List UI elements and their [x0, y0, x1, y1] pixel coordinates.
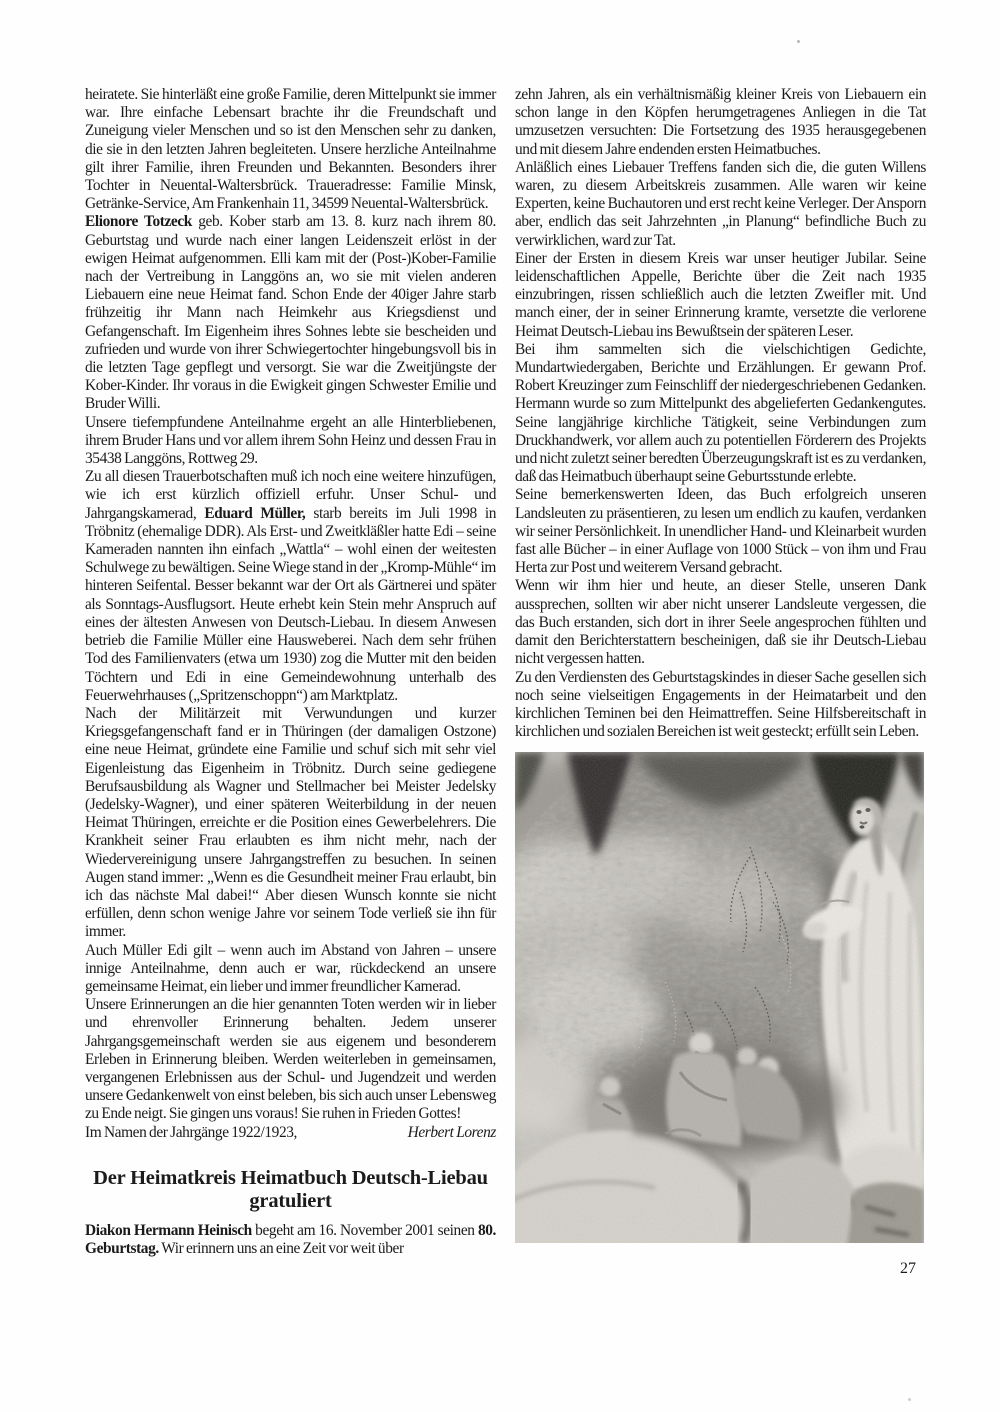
- text-run: Unsere Erinnerungen an die hier genannten Toten werden wir in lieber und ehrenvoller Erinnerung behalten. Jedem unserer Jahrgangsgemeinschaft werden sie aus eigenem und besonderem Erleben in Erinnerung bleiben. Werden weiterleben in gemeinsamen, vergangenen Erlebnissen aus der Schul- und Jugendzeit und werden unsere Gedankenwelt von einst beleben, bis sich auch unser Lebensweg zu Ende neigt. Sie gingen uns voraus! Sie ruhen in Frieden Gottes!: [85, 996, 496, 1123]
- paragraph: [515, 250, 926, 341]
- heading-line-2: gratuliert: [249, 1189, 332, 1212]
- text-run: Wir erinnern uns an eine Zeit vor weit über: [158, 1239, 404, 1257]
- text-run: geb. Kober starb am 13. 8. kurz nach ihrem 80. Geburtstag und wurde nach einer langen Leidenszeit erlöst in der ewigen Heimat aufgenommen. Elli kam mit der (Post-)Kober-Familie nach der Vertreibung in Langgöns an, wo sie mit vielen anderen Liebauern eine neue Heimat fand. Schon Ende der 40iger Jahre starb frühzeitig ihr Mann nach Heimkehr aus Kriegsdienst und Gefangenschaft. Im Eigenheim ihres Sohnes lebte sie bescheiden und zufrieden und wurde von ihrer Schwiegertochter hingebungsvoll bis in die letzten Tage gepflegt und versorgt. Sie war die Zweitjüngste der Kober-Kinder. Ihr voraus in die Ewigkeit gingen Schwester Emilie und Bruder Willi.: [85, 213, 497, 413]
- paragraph: [85, 942, 496, 997]
- paragraph: [85, 468, 496, 705]
- signature-author: Herbert Lorenz: [407, 1123, 496, 1141]
- text-run: begeht am 16. November 2001 seinen: [251, 1221, 478, 1239]
- text-run: zehn Jahren, als ein verhältnismäßig kleiner Kreis von Liebauern ein schon lange in den Köpfen herumgetragenes Anliegen in die Tat umzusetzen versuchten: Die Fortsetzung des 1935 herausgegebenen und mit diesem Jahre endenden ersten Heimatbuches.: [515, 86, 926, 158]
- text-run: 80. Geburtstag.: [85, 1221, 496, 1257]
- text-run: starb bereits im Juli 1998 in Tröbnitz (ehemalige DDR). Als Erst- und Zweitkläßler hatte Edi – seine Kameraden nannten ihn einfach „Wattla“ – wohl einen der weitesten Schulwege zu bewältigen. Seine Wiege stand in der „Kromp-Mühle“ im hinteren Seifental. Besser bekannt war der Ort als Gärtnerei und später als Sonntags-Ausflugsort. Heute erhebt kein Stein mehr Anspruch auf eines der ältesten Anwesen von Deutsch-Liebau. In diesem Anwesen betrieb die Familie Müller eine Hausweberei. Nach dem sehr frühen Tod des Familienvaters (etwa um 1930) zog die Mutter mit den beiden Töchtern und Edi in eine Gemeindewohnung unterhalb des Feuerwehrhauses („Spritzenschoppn“) am Marktplatz.: [85, 504, 496, 704]
- text-run: Anläßlich eines Liebauer Treffens fanden sich die, die guten Willens waren, zu diesem Arbeitskreis zusammen. Alle waren wir keine Experten, keine Buchautoren und erst recht keine Verleger. Der Ansporn aber, endlich das seit Jahrzehnten „in Planung“ befindliche Buch zu verwirklichen, ward zur Tat.: [515, 158, 926, 249]
- paragraph: [515, 341, 926, 487]
- left-column: [85, 86, 496, 1258]
- text-run: Unsere tiefempfundene Anteilnahme ergeht an alle Hinterbliebenen, ihrem Bruder Hans und vor allem ihrem Sohn Heinz und dessen Frau in 35438 Langgöns, Rottweg 29.: [85, 413, 496, 468]
- paragraph: [515, 86, 926, 159]
- paragraph: [515, 486, 926, 577]
- text-run: Seine bemerkenswerten Ideen, das Buch erfolgreich unseren Landsleuten zu präsentieren, zu lesen um endlich zu kaufen, verdanken wir seiner Persönlichkeit. In unendlicher Hand- und Kleinarbeit wurden fast alle Bücher – in einer Auflage von 1000 Stück – von ihm und Frau Herta zur Post und weiterem Versand gebracht.: [515, 486, 926, 577]
- text-run: Diakon Hermann Heinisch: [85, 1221, 252, 1239]
- text-run: Nach der Militärzeit mit Verwundungen und kurzer Kriegsgefangenschaft fand er in Thüringen (der damaligen Ostzone) eine neue Heimat, gründete eine Familie und schuf sich mit sehr viel Eigenleistung das Eigenheim in Tröbnitz. Durch seine gediegene Berufsausbildung als Wagner und Stellmacher bei Meister Jedelsky (Jedelsky-Wagner), und einer späteren Weiterbildung in der neuen Heimat Thüringen, erreichte er die Position eines Gewerbelehrers. Die Krankheit seiner Frau erlaubten es ihm nicht mehr, nach der Wiedervereinigung unsere Jahrgangstreffen zu besuchen. In seinen Augen stand immer: „Wenn es die Gesundheit meiner Frau erlaubt, bin ich das nächste Mal dabei!“ Aber diesen Wunsch konnte sie nicht erfüllen, denn schon wenige Jahre vor seinem Tode verließ sie ihn für immer.: [85, 704, 496, 941]
- gethsemane-photo: [515, 752, 924, 1243]
- paragraph: [515, 577, 926, 668]
- paragraph: [85, 1222, 496, 1258]
- jubilee-article-start: [85, 1222, 496, 1258]
- paragraph: [515, 669, 926, 742]
- scan-artifact: [908, 1398, 911, 1401]
- jubilee-article-continued: [515, 86, 926, 741]
- paragraph: [85, 705, 496, 942]
- signature-line: [85, 1124, 496, 1142]
- text-run: Zu all diesen Trauerbotschaften muß ich noch eine weitere hinzufügen, wie ich erst kürzlich offiziell erfuhr. Unser Schul- und Jahrgangskamerad,: [85, 468, 496, 522]
- text-run: Einer der Ersten in diesem Kreis war unser heutiger Jubilar. Seine leidenschaftlichen Appelle, Berichte über die Zeit nach 1935 einzubringen, rissen schließlich auch die letzten Zweifler mit. Und manch einer, der in seiner Erinnerung kramte, versetzte die verlorene Heimat Deutsch-Liebau ins Bewußtsein der späteren Leser.: [515, 249, 926, 340]
- section-heading: [85, 1167, 496, 1213]
- scan-artifact: [797, 40, 800, 43]
- text-run: Wenn wir ihm hier und heute, an dieser Stelle, unseren Dank aussprechen, sollten wir aber nicht unserer Landsleute vergessen, die das Buch erstanden, sich dort in ihrer Seele angesprochen fühlten und damit den Berichterstattern bescheinigen, daß sie ihr Deutsch-Liebau nicht vergessen hatten.: [515, 577, 926, 668]
- page-number: 27: [900, 1260, 916, 1278]
- obituaries-continued: [85, 86, 496, 1124]
- text-run: Bei ihm sammelten sich die vielschichtigen Gedichte, Mundartwiedergaben, Berichte und Erzählungen. Er gewann Prof. Robert Kreuzinger zum Feinschliff der niedergeschriebenen Gedanken. Hermann wurde so zum Mittelpunkt des abgelieferten Gedankengutes. Seine langjährige kirchliche Tätigkeit, seine Verbindungen zum Druckhandwerk, vor allem auch zu potentiellen Förderern des Projekts und nicht zuletzt seiner beredten Überzeugungskraft ist es zu verdanken, daß das Heimatbuch überhaupt seine Geburtsstunde erlebte.: [515, 340, 927, 486]
- paragraph: [85, 996, 496, 1123]
- right-column: [515, 86, 926, 1279]
- text-run: Auch Müller Edi gilt – wenn auch im Abstand von Jahren – unsere innige Anteilnahme, denn auch er war, rückdeckend an unsere gemeinsame Heimat, ein lieber und immer freundlicher Kamerad.: [85, 941, 496, 995]
- paragraph: [515, 159, 926, 250]
- text-run: heiratete. Sie hinterläßt eine große Familie, deren Mittelpunkt sie immer war. Ihre einfache Lebensart brachte ihr die Freundschaft und Zuneigung vieler Menschen und so ist den Menschen sehr zu danken, die sie in den letzten Jahren begleiteten. Unsere herzliche Anteilnahme gilt ihrer Familie, ihren Freunden und Bekannten. Besonders ihrer Tochter in Neuental-Waltersbrück. Traueradresse: Familie Minsk, Getränke-Service, Am Frankenhain 11, 34599 Neuental-Waltersbrück.: [85, 86, 496, 213]
- text-run: Zu den Verdiensten des Geburtstagskindes in dieser Sache gesellen sich noch seine vielseitigen Engagements in der Heimatarbeit und den kirchlichen Teminen bei den Heimattreffen. Seine Hilfsbereitschaft in kirchlichen und sozialen Bereichen ist weit gesteckt; erfüllt sein Leben.: [515, 668, 926, 741]
- heading-line-1: Der Heimatkreis Heimatbuch Deutsch-Liebau: [93, 1166, 488, 1189]
- signature-text: Im Namen der Jahrgänge 1922/1923,: [85, 1123, 297, 1141]
- paragraph: [85, 414, 496, 469]
- paragraph: [85, 86, 496, 213]
- text-run: Eduard Müller,: [204, 504, 306, 522]
- paragraph: [85, 213, 496, 413]
- text-run: Elionore Totzeck: [85, 213, 192, 231]
